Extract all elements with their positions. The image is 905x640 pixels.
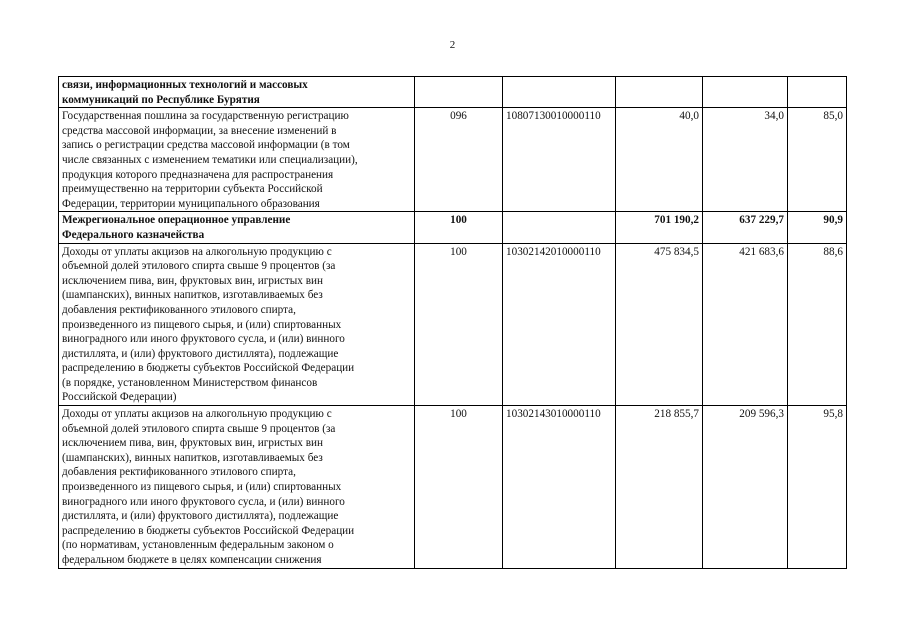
admin-code-cell: 100 <box>415 243 503 406</box>
percent-cell <box>788 77 847 108</box>
percent-cell: 90,9 <box>788 212 847 243</box>
kbk-cell: 10302142010000110 <box>503 243 616 406</box>
percent-cell: 85,0 <box>788 108 847 212</box>
revenue-name-cell: Доходы от уплаты акцизов на алкогольную продукцию с объемной долей этилового спирта свыше 9 процентов (за исключением пива, вин, фруктовых вин, игристых вин (шампанских), винных напитков, изготавливаемых без добавления ректификованного этилового спирта, произведенного из пищевого сырья, и (или) спиртованных виноградного или иного фруктового сусла, и (или) винного дистиллята, и (или) фруктового дистиллята), подлежащие распределению в бюджеты субъектов Российской Федерации (в порядке, установленном Министерством финансов Российской Федерации) <box>59 243 415 406</box>
page-number: 2 <box>449 39 456 51</box>
plan-cell: 475 834,5 <box>616 243 703 406</box>
fact-cell <box>703 77 788 108</box>
kbk-cell <box>503 77 616 108</box>
plan-cell: 40,0 <box>616 108 703 212</box>
plan-cell <box>616 77 703 108</box>
kbk-cell <box>503 212 616 243</box>
admin-code-cell: 100 <box>415 212 503 243</box>
table-row <box>59 212 847 243</box>
revenue-name-cell: Доходы от уплаты акцизов на алкогольную продукцию с объемной долей этилового спирта свыше 9 процентов (за исключением пива, вин, фруктовых вин, игристых вин (шампанских), винных напитков, изготавливаемых без добавления ректификованного этилового спирта, произведенного из пищевого сырья, и (или) спиртованных виноградного или иного фруктового сусла, и (или) винного дистиллята, и (или) фруктового дистиллята), подлежащие распределению в бюджеты субъектов Российской Федерации (по нормативам, установленным федеральным законом о федеральном бюджете в целях компенсации снижения <box>59 406 415 569</box>
revenue-name-cell: Государственная пошлина за государственную регистрацию средства массовой информации, за внесение изменений в запись о регистрации средства массовой информации (в том числе связанных с изменением тематики или специализации), продукция которого предназначена для распространения преимущественно на территории субъекта Российской Федерации, территории муниципального образования <box>59 108 415 212</box>
revenue-table <box>58 76 847 569</box>
admin-code-cell: 100 <box>415 406 503 569</box>
revenue-name-cell: Межрегиональное операционное управление Федерального казначейства <box>59 212 415 243</box>
table-row <box>59 406 847 569</box>
kbk-cell: 10807130010000110 <box>503 108 616 212</box>
fact-cell: 209 596,3 <box>703 406 788 569</box>
revenue-name-cell: связи, информационных технологий и массовых коммуникаций по Республике Бурятия <box>59 77 415 108</box>
kbk-cell: 10302143010000110 <box>503 406 616 569</box>
percent-cell: 88,6 <box>788 243 847 406</box>
table-row <box>59 77 847 108</box>
table-row <box>59 243 847 406</box>
fact-cell: 637 229,7 <box>703 212 788 243</box>
percent-cell: 95,8 <box>788 406 847 569</box>
fact-cell: 421 683,6 <box>703 243 788 406</box>
plan-cell: 218 855,7 <box>616 406 703 569</box>
plan-cell: 701 190,2 <box>616 212 703 243</box>
admin-code-cell: 096 <box>415 108 503 212</box>
table-row <box>59 108 847 212</box>
fact-cell: 34,0 <box>703 108 788 212</box>
admin-code-cell <box>415 77 503 108</box>
